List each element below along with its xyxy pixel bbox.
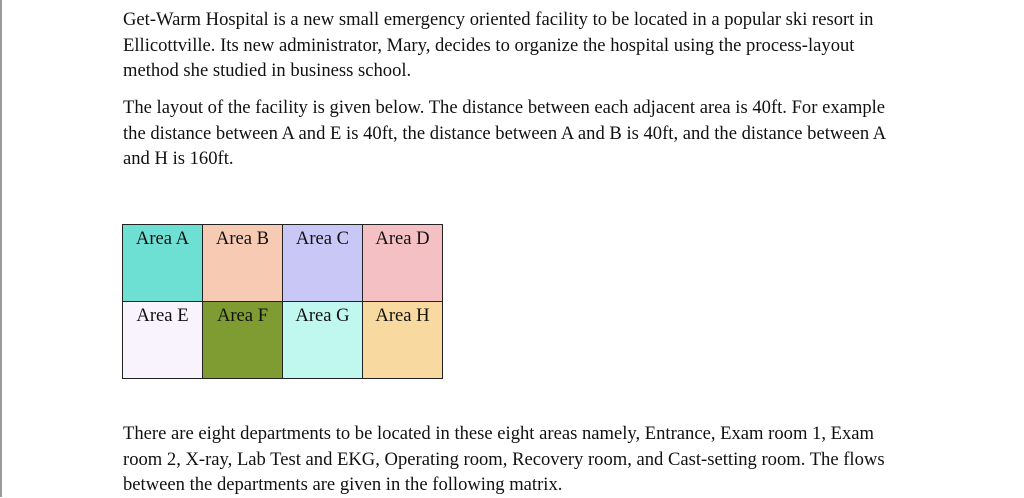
layout-row-top [123,225,443,302]
intro-paragraph: Get-Warm Hospital is a new small emergency oriented facility to be located in a popular ski resort in Ellicottville. Its new administrator, Mary, decides to organize the hospital using the process-layout method she studied in business school. [123,9,874,81]
area-h-cell: Area H [363,302,443,379]
area-d-cell: Area D [363,225,443,302]
area-c-cell: Area C [283,225,363,302]
departments-paragraph: There are eight departments to be located in these eight areas namely, Entrance, Exam room 1, Exam room 2, X-ray, Lab Test and EKG, Operating room, Recovery room, and Cast-setting room. The flows between the departments are given in the following matrix. [123,423,885,495]
layout-description-paragraph: The layout of the facility is given below. The distance between each adjacent area is 40ft. For example the distance between A and E is 40ft, the distance between A and B is 40ft, and the distance between A and H is 160ft. [123,97,886,169]
area-f-cell: Area F [203,302,283,379]
page-left-border [0,0,2,497]
area-g-cell: Area G [283,302,363,379]
area-e-cell: Area E [123,302,203,379]
facility-layout-grid [122,224,443,379]
area-b-cell: Area B [203,225,283,302]
area-a-cell: Area A [123,225,203,302]
layout-row-bottom [123,302,443,379]
